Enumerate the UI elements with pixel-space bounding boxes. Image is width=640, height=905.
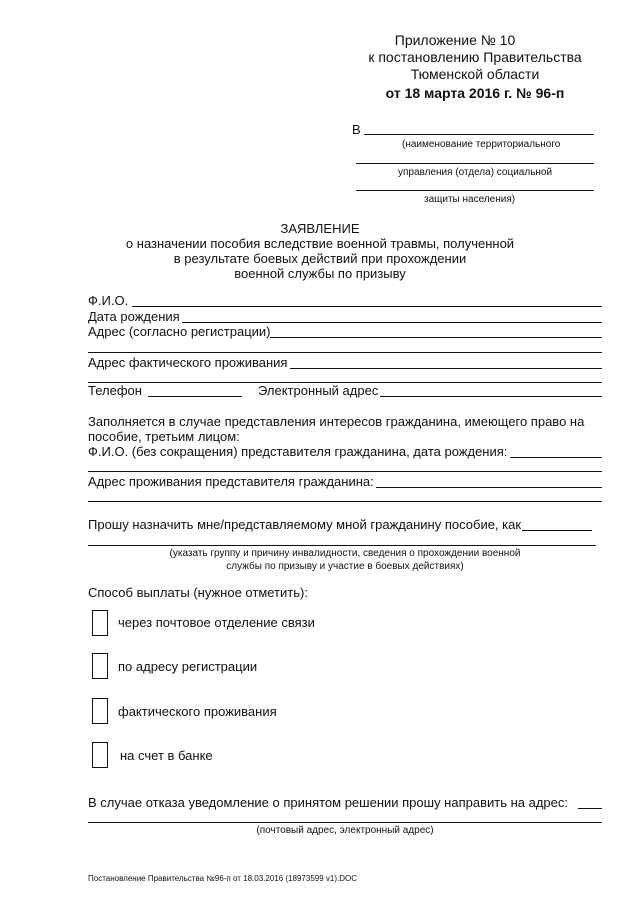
document-subtitle-2: в результате боевых действий при прохождении bbox=[173, 251, 467, 266]
reg-address-field-2[interactable] bbox=[88, 352, 602, 353]
payment-option-post-checkbox[interactable] bbox=[92, 610, 108, 636]
payment-option-residence-checkbox[interactable] bbox=[92, 698, 108, 724]
addressee-prefix: В bbox=[352, 122, 361, 137]
actual-address-label: Адрес фактического проживания bbox=[88, 355, 288, 370]
phone-label: Телефон bbox=[88, 383, 142, 398]
refusal-field-2[interactable] bbox=[88, 822, 602, 823]
addressee-hint-3: защиты населения) bbox=[424, 194, 516, 205]
representative-address-field[interactable] bbox=[376, 487, 602, 488]
payment-option-residence-label: фактического проживания bbox=[118, 704, 277, 719]
payment-option-bank-label: на счет в банке bbox=[120, 748, 213, 763]
refusal-hint: (почтовый адрес, электронный адрес) bbox=[256, 825, 434, 836]
email-label: Электронный адрес bbox=[258, 383, 379, 398]
payment-option-post-label: через почтовое отделение связи bbox=[118, 615, 315, 630]
addressee-hint-2: управления (отдела) социальной bbox=[398, 167, 553, 178]
resolution-date: от 18 марта 2016 г. № 96-п bbox=[385, 85, 565, 101]
actual-address-field[interactable] bbox=[290, 368, 602, 369]
phone-field[interactable] bbox=[148, 396, 242, 397]
payment-option-bank-checkbox[interactable] bbox=[92, 742, 108, 768]
birth-date-field[interactable] bbox=[182, 322, 602, 323]
request-field[interactable] bbox=[522, 530, 592, 531]
addressee-line-2[interactable] bbox=[356, 163, 594, 164]
document-title: ЗАЯВЛЕНИЕ bbox=[280, 221, 360, 236]
representative-fio-label: Ф.И.О. (без сокращения) представителя гражданина, дата рождения: bbox=[88, 444, 508, 459]
addressee-line-1[interactable] bbox=[364, 134, 594, 135]
request-hint-2: службы по призыву и участие в боевых действиях) bbox=[226, 561, 464, 572]
fio-field[interactable] bbox=[132, 306, 602, 307]
representative-address-field-2[interactable] bbox=[88, 501, 602, 502]
representative-address-label: Адрес проживания представителя гражданина: bbox=[88, 474, 374, 489]
payment-option-registration-label: по адресу регистрации bbox=[118, 659, 258, 674]
reg-address-label: Адрес (согласно регистрации) bbox=[88, 324, 271, 339]
region-line: Тюменской области bbox=[410, 66, 540, 82]
document-subtitle-1: о назначении пособия вследствие военной травмы, полученной bbox=[125, 236, 515, 251]
resolution-line: к постановлению Правительства bbox=[368, 49, 582, 65]
representative-fio-field[interactable] bbox=[510, 457, 602, 458]
document-subtitle-3: военной службы по призыву bbox=[234, 266, 406, 281]
representative-fio-field-2[interactable] bbox=[88, 471, 602, 472]
payment-option-registration-checkbox[interactable] bbox=[92, 653, 108, 679]
request-text: Прошу назначить мне/представляемому мной гражданину пособие, как bbox=[88, 517, 522, 532]
reg-address-field[interactable] bbox=[270, 337, 602, 338]
representative-intro-2: пособие, третьим лицом: bbox=[88, 429, 240, 444]
payment-title: Способ выплаты (нужное отметить): bbox=[88, 585, 308, 600]
fio-label: Ф.И.О. bbox=[88, 293, 129, 308]
addressee-hint-1: (наименование территориального bbox=[402, 139, 561, 150]
request-hint-1: (указать группу и причину инвалидности, сведения о прохождении военной bbox=[169, 548, 521, 559]
refusal-field[interactable] bbox=[578, 808, 602, 809]
refusal-text: В случае отказа уведомление о принятом решении прошу направить на адрес: bbox=[88, 795, 569, 810]
footer-filename: Постановление Правительства №96-п от 18.03.2016 (18973599 v1).DOC bbox=[88, 874, 358, 883]
birth-date-label: Дата рождения bbox=[88, 309, 180, 324]
addressee-line-3[interactable] bbox=[356, 190, 594, 191]
request-field-2[interactable] bbox=[88, 545, 596, 546]
representative-intro-1: Заполняется в случае представления интересов гражданина, имеющего право на bbox=[88, 414, 585, 429]
email-field[interactable] bbox=[380, 396, 602, 397]
annex-number: Приложение № 10 bbox=[394, 32, 516, 48]
